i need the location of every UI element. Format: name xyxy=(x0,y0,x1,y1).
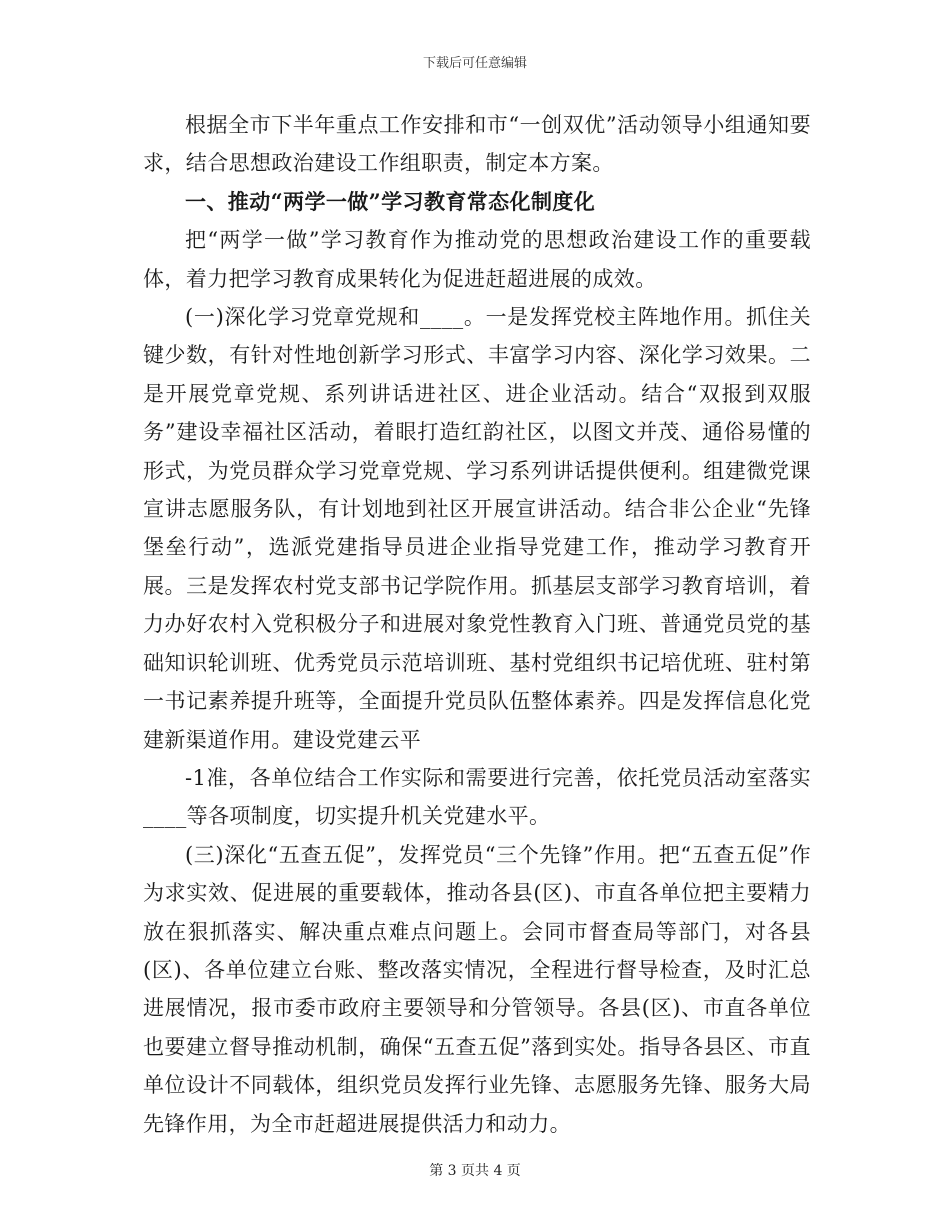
section-heading: 一、推动“两学一做”学习教育常态化制度化 xyxy=(185,188,596,214)
section-intro-paragraph: 把“两学一做”学习教育作为推动党的思想政治建设工作的重要载体，着力把学习教育成果转化为促进赶超进展的成效。 xyxy=(143,228,811,291)
document-body xyxy=(143,106,811,1143)
subsection-three-paragraph: (三)深化“五查五促”，发挥党员“三个先锋”作用。把“五查五促”作为求实效、促进展的重要载体，推动各县(区)、市直各单位把主要精力放在狠抓落实、解决重点难点问题上。会同市督查局等部门，对各县(区)、各单位建立台账、整改落实情况，全程进行督导检查，及时汇总进展情况，报市委市政府主要领导和分管领导。各县(区)、市直各单位也要建立督导推动机制，确保“五查五促”落到实处。指导各县区、市直单位设计不同载体，组织党员发挥行业先锋、志愿服务先锋、服务大局先锋作用，为全市赶超进展提供活力和动力。 xyxy=(143,842,811,1136)
page-header: 下载后可任意编辑 xyxy=(422,56,527,71)
intro-paragraph: 根据全市下半年重点工作安排和市“一创双优”活动领导小组通知要求，结合思想政治建设工作组职责，制定本方案。 xyxy=(143,113,811,176)
continuation-paragraph: -1准，各单位结合工作实际和需要进行完善，依托党员活动室落实____等各项制度，切实提升机关党建水平。 xyxy=(143,765,811,829)
subsection-one-paragraph: (一)深化学习党章党规和____。一是发挥党校主阵地作用。抓住关键少数，有针对性地创新学习形式、丰富学习内容、深化学习效果。二是开展党章党规、系列讲话进社区、进企业活动。结合“双报到双服务”建设幸福社区活动，着眼打造红韵社区，以图文并茂、通俗易懂的形式，为党员群众学习党章党规、学习系列讲话提供便利。组建微党课宣讲志愿服务队，有计划地到社区开展宣讲活动。结合非公企业“先锋堡垒行动”，选派党建指导员进企业指导党建工作，推动学习教育开展。三是发挥农村党支部书记学院作用。抓基层支部学习教育培训，着力办好农村入党积极分子和进展对象党性教育入门班、普通党员党的基础知识轮训班、优秀党员示范培训班、基村党组织书记培优班、驻村第一书记素养提升班等，全面提升党员队伍整体素养。四是发挥信息化党建新渠道作用。建设党建云平 xyxy=(143,305,811,752)
page-footer: 第 3 页共 4 页 xyxy=(429,1163,521,1179)
